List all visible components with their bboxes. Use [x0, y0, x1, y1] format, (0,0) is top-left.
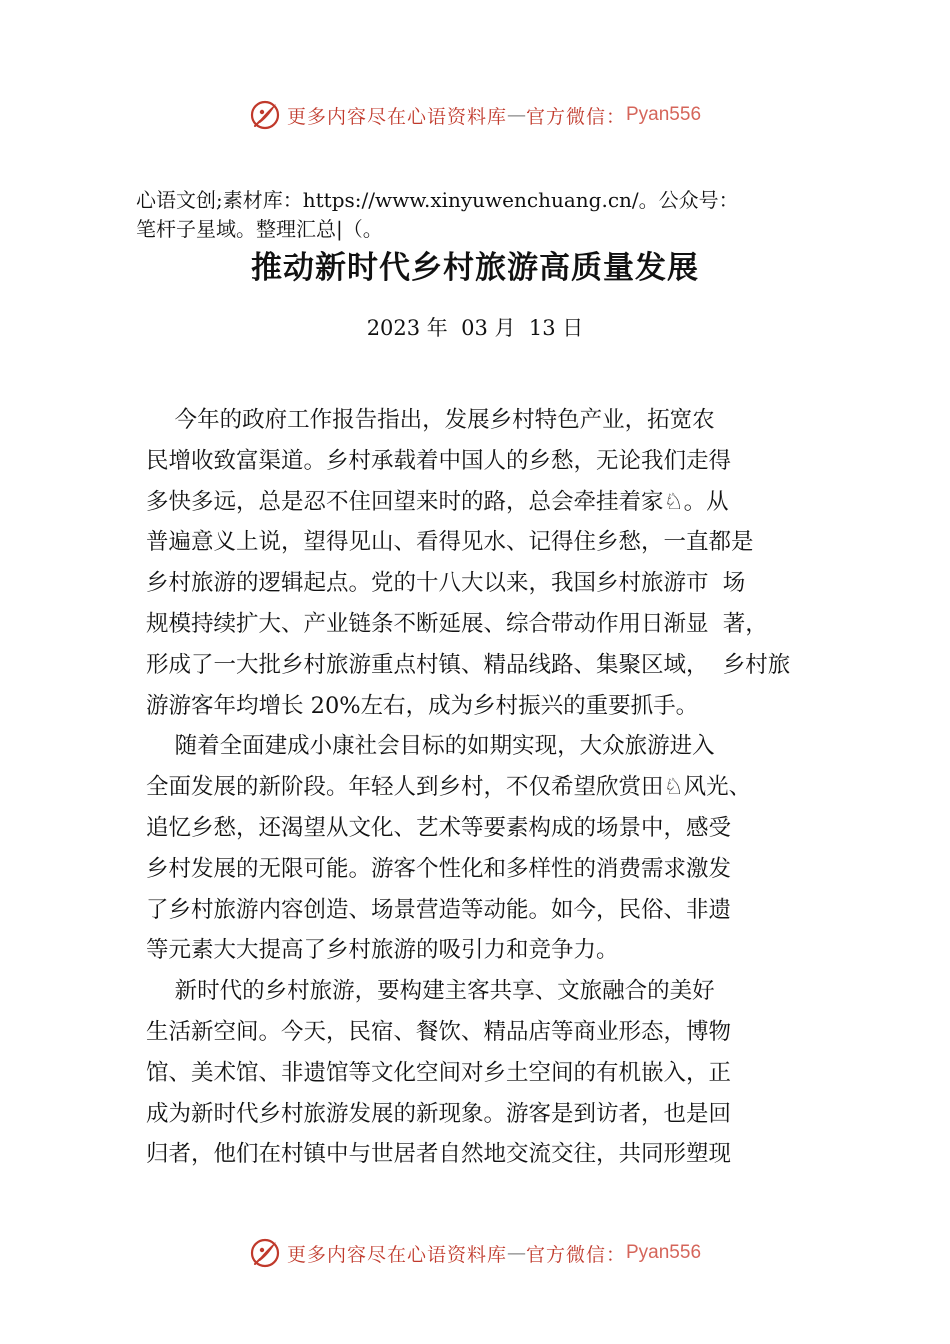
paragraph-line: 乡村旅游的逻辑起点。党的十八大以来，我国乡村旅游市 场: [146, 570, 746, 597]
paragraph-1: [146, 400, 836, 726]
paragraph-line: 随着全面建成小康社会目标的如期实现，大众旅游进入: [146, 733, 715, 760]
paragraph-line: 普遍意义上说，望得见山、看得见水、记得住乡愁，一直都是: [146, 529, 754, 556]
banner-slogan: 更多内容尽在心语资料库: [286, 1243, 507, 1266]
paragraph-line: 等元素大大提高了乡村旅游的吸引力和竞争力。: [146, 937, 619, 964]
banner-separator: —: [506, 1242, 526, 1264]
paragraph-line: 生活新空间。今天，民宿、餐饮、精品店等商业形态，博物: [146, 1018, 732, 1045]
paragraph-line: 规模持续扩大、产业链条不断延展、综合带动作用日渐显 著，: [146, 610, 768, 637]
article-title: 推动新时代乡村旅游高质量发展: [251, 250, 699, 286]
quill-pen-logo-icon: [249, 99, 281, 131]
paragraph-line: 今年的政府工作报告指出，发展乡村特色产业，拓宽农: [146, 407, 715, 433]
paragraph-line: 归者，他们在村镇中与世居者自然地交流交往，共同形塑现: [146, 1141, 732, 1168]
banner-slogan: 更多内容尽在心语资料库: [286, 105, 507, 128]
paragraph-line: 追忆乡愁，还渴望从文化、艺术等要素构成的场景中，感受: [146, 814, 732, 841]
article-body: [146, 400, 836, 1175]
banner-wechat-id: Pyan556: [626, 104, 702, 125]
paragraph-3: [146, 971, 836, 1175]
paragraph-line: 形成了一大批乡村旅游重点村镇、精品线路、集聚区域， 乡村旅: [146, 651, 791, 678]
banner-wechat-id: Pyan556: [626, 1242, 702, 1263]
footer-banner: [0, 1233, 950, 1273]
paragraph-line: 全面发展的新阶段。年轻人到乡村，不仅希望欣赏田♘风光、: [146, 774, 752, 801]
banner-separator: —: [506, 104, 526, 126]
paragraph-line: 馆、美术馆、非遗馆等文化空间对乡土空间的有机嵌入，正: [146, 1059, 732, 1086]
source-info-line-1: 心语文创;素材库：https://www.xinyuwenchuang.cn/。公众号：: [136, 188, 739, 212]
paragraph-line: 了乡村旅游内容创造、场景营造等动能。如今，民俗、非遗: [146, 896, 732, 923]
paragraph-line: 成为新时代乡村旅游发展的新现象。游客是到访者，也是回: [146, 1100, 732, 1127]
paragraph-line: 民增收致富渠道。乡村承载着中国人的乡愁，无论我们走得: [146, 447, 732, 474]
paragraph-2: [146, 726, 836, 971]
paragraph-line: 新时代的乡村旅游，要构建主客共享、文旅融合的美好: [146, 978, 715, 1005]
article-date: 2023 年 03 月 13 日: [366, 316, 584, 340]
paragraph-line: 游游客年均增长 20%左右，成为乡村振兴的重要抓手。: [146, 692, 699, 719]
source-info-line-2: 笔杆子星域。整理汇总|（。: [136, 217, 383, 241]
quill-pen-logo-icon: [249, 1237, 281, 1269]
source-info: [136, 186, 876, 244]
header-banner: [0, 95, 950, 135]
banner-wechat-label: 官方微信：: [525, 1243, 626, 1266]
paragraph-line: 乡村发展的无限可能。游客个性化和多样性的消费需求激发: [146, 855, 732, 882]
paragraph-line: 多快多远，总是忍不住回望来时的路，总会牵挂着家♘。从: [146, 488, 729, 515]
banner-wechat-label: 官方微信：: [525, 105, 626, 128]
